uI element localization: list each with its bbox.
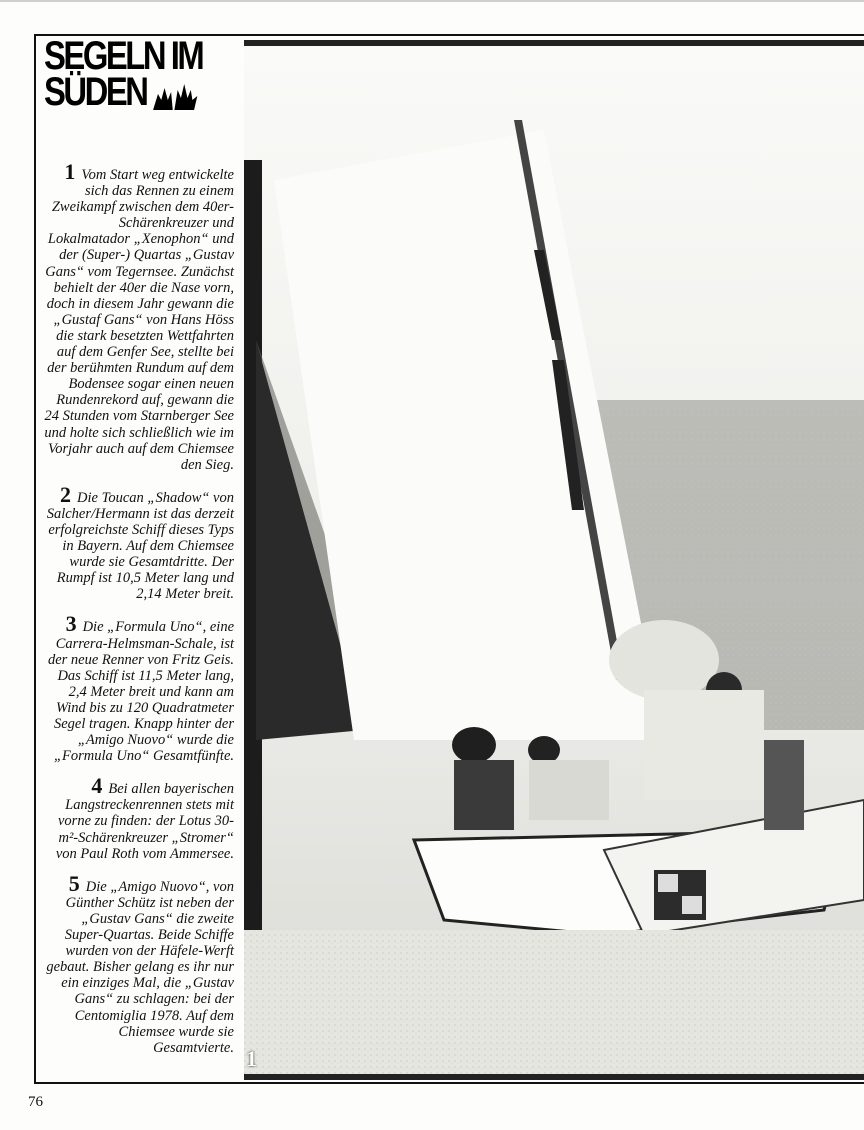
paragraph-3 (40, 611, 234, 765)
paragraph-number: 4 (91, 773, 103, 799)
top-rule (0, 0, 864, 2)
paragraph-2 (40, 481, 234, 603)
masthead-line-2-wrap (44, 70, 208, 114)
paragraph-4 (40, 773, 234, 862)
paragraph-1 (40, 159, 234, 473)
sailboat-photo (244, 40, 864, 1080)
masthead-line-2: SÜDEN (44, 70, 147, 114)
palm-tree-icon (151, 80, 199, 110)
photo-caption-number: 1 (246, 1046, 257, 1071)
page-number: 76 (28, 1094, 43, 1110)
paragraph-number: 5 (68, 870, 80, 896)
paragraph-text: Vom Start weg entwickelte sich das Rennen zu einem Zweikampf zwischen dem 40er-Schärenkreuzer und Lokalmatador „Xenophon“ und der (Super-) Quartas „Gustav Gans“ vom Tegernsee. Zunächst behielt der 40er die Nase vorn, doch in diesem Jahr gewann die „Gustaf Gans“ von Hans Höss die stark besetzten Wettfahrten auf dem Genfer See, stellte bei der berühmten Rundum auf dem Bodensee sogar einen neuen Rundenrekord auf, gewann die 24 Stunden vom Starnberger See und holte sich schließlich wie im Vorjahr auch auf dem Chiemsee den Sieg. (44, 167, 234, 473)
paragraph-number: 2 (60, 481, 72, 507)
paragraph-text: Die „Formula Uno“, eine Carrera-Helmsman-Schale, ist der neue Renner von Fritz Geis. Das Schiff ist 11,5 Meter lang, 2,4 Meter breit und kann am Wind bis zu 120 Quadratmeter Segel tragen. Knapp hinter der „Amigo Nuovo“ wurde die „Formula Uno“ Gesamtfünfte. (47, 619, 234, 765)
paragraph-text: Bei allen bayerischen Langstreckenrennen stets mit vorne zu finden: der Lotus 30-m²-Schärenkreuzer „Stromer“ von Paul Roth vom Ammersee. (55, 781, 234, 862)
article-text (40, 159, 234, 1070)
masthead (44, 34, 208, 114)
paragraph-5 (40, 870, 234, 1056)
paragraph-text: Die Toucan „Shadow“ von Salcher/Hermann ist das derzeit erfolgreichste Schiff dieses Typs in Bayern. Auf dem Chiemsee wurde sie Gesamtdritte. Der Rumpf ist 10,5 Meter lang und 2,14 Meter breit. (46, 489, 234, 603)
paragraph-number: 3 (65, 611, 77, 637)
sailboat-illustration (244, 40, 864, 1080)
masthead-line-1: SEGELN IM (44, 34, 203, 78)
paragraph-number: 1 (64, 159, 76, 184)
paragraph-text: Die „Amigo Nuovo“, von Günther Schütz ist neben der „Gustav Gans“ die zweite Super-Quartas. Beide Schiffe wurden von der Häfele-Werft gebaut. Bisher gelang es ihr nur ein einziges Mal, die „Gustav Gans“ zu schlagen: bei der Centomiglia 1978. Auf dem Chiemsee wurde sie Gesamtvierte. (46, 878, 234, 1056)
